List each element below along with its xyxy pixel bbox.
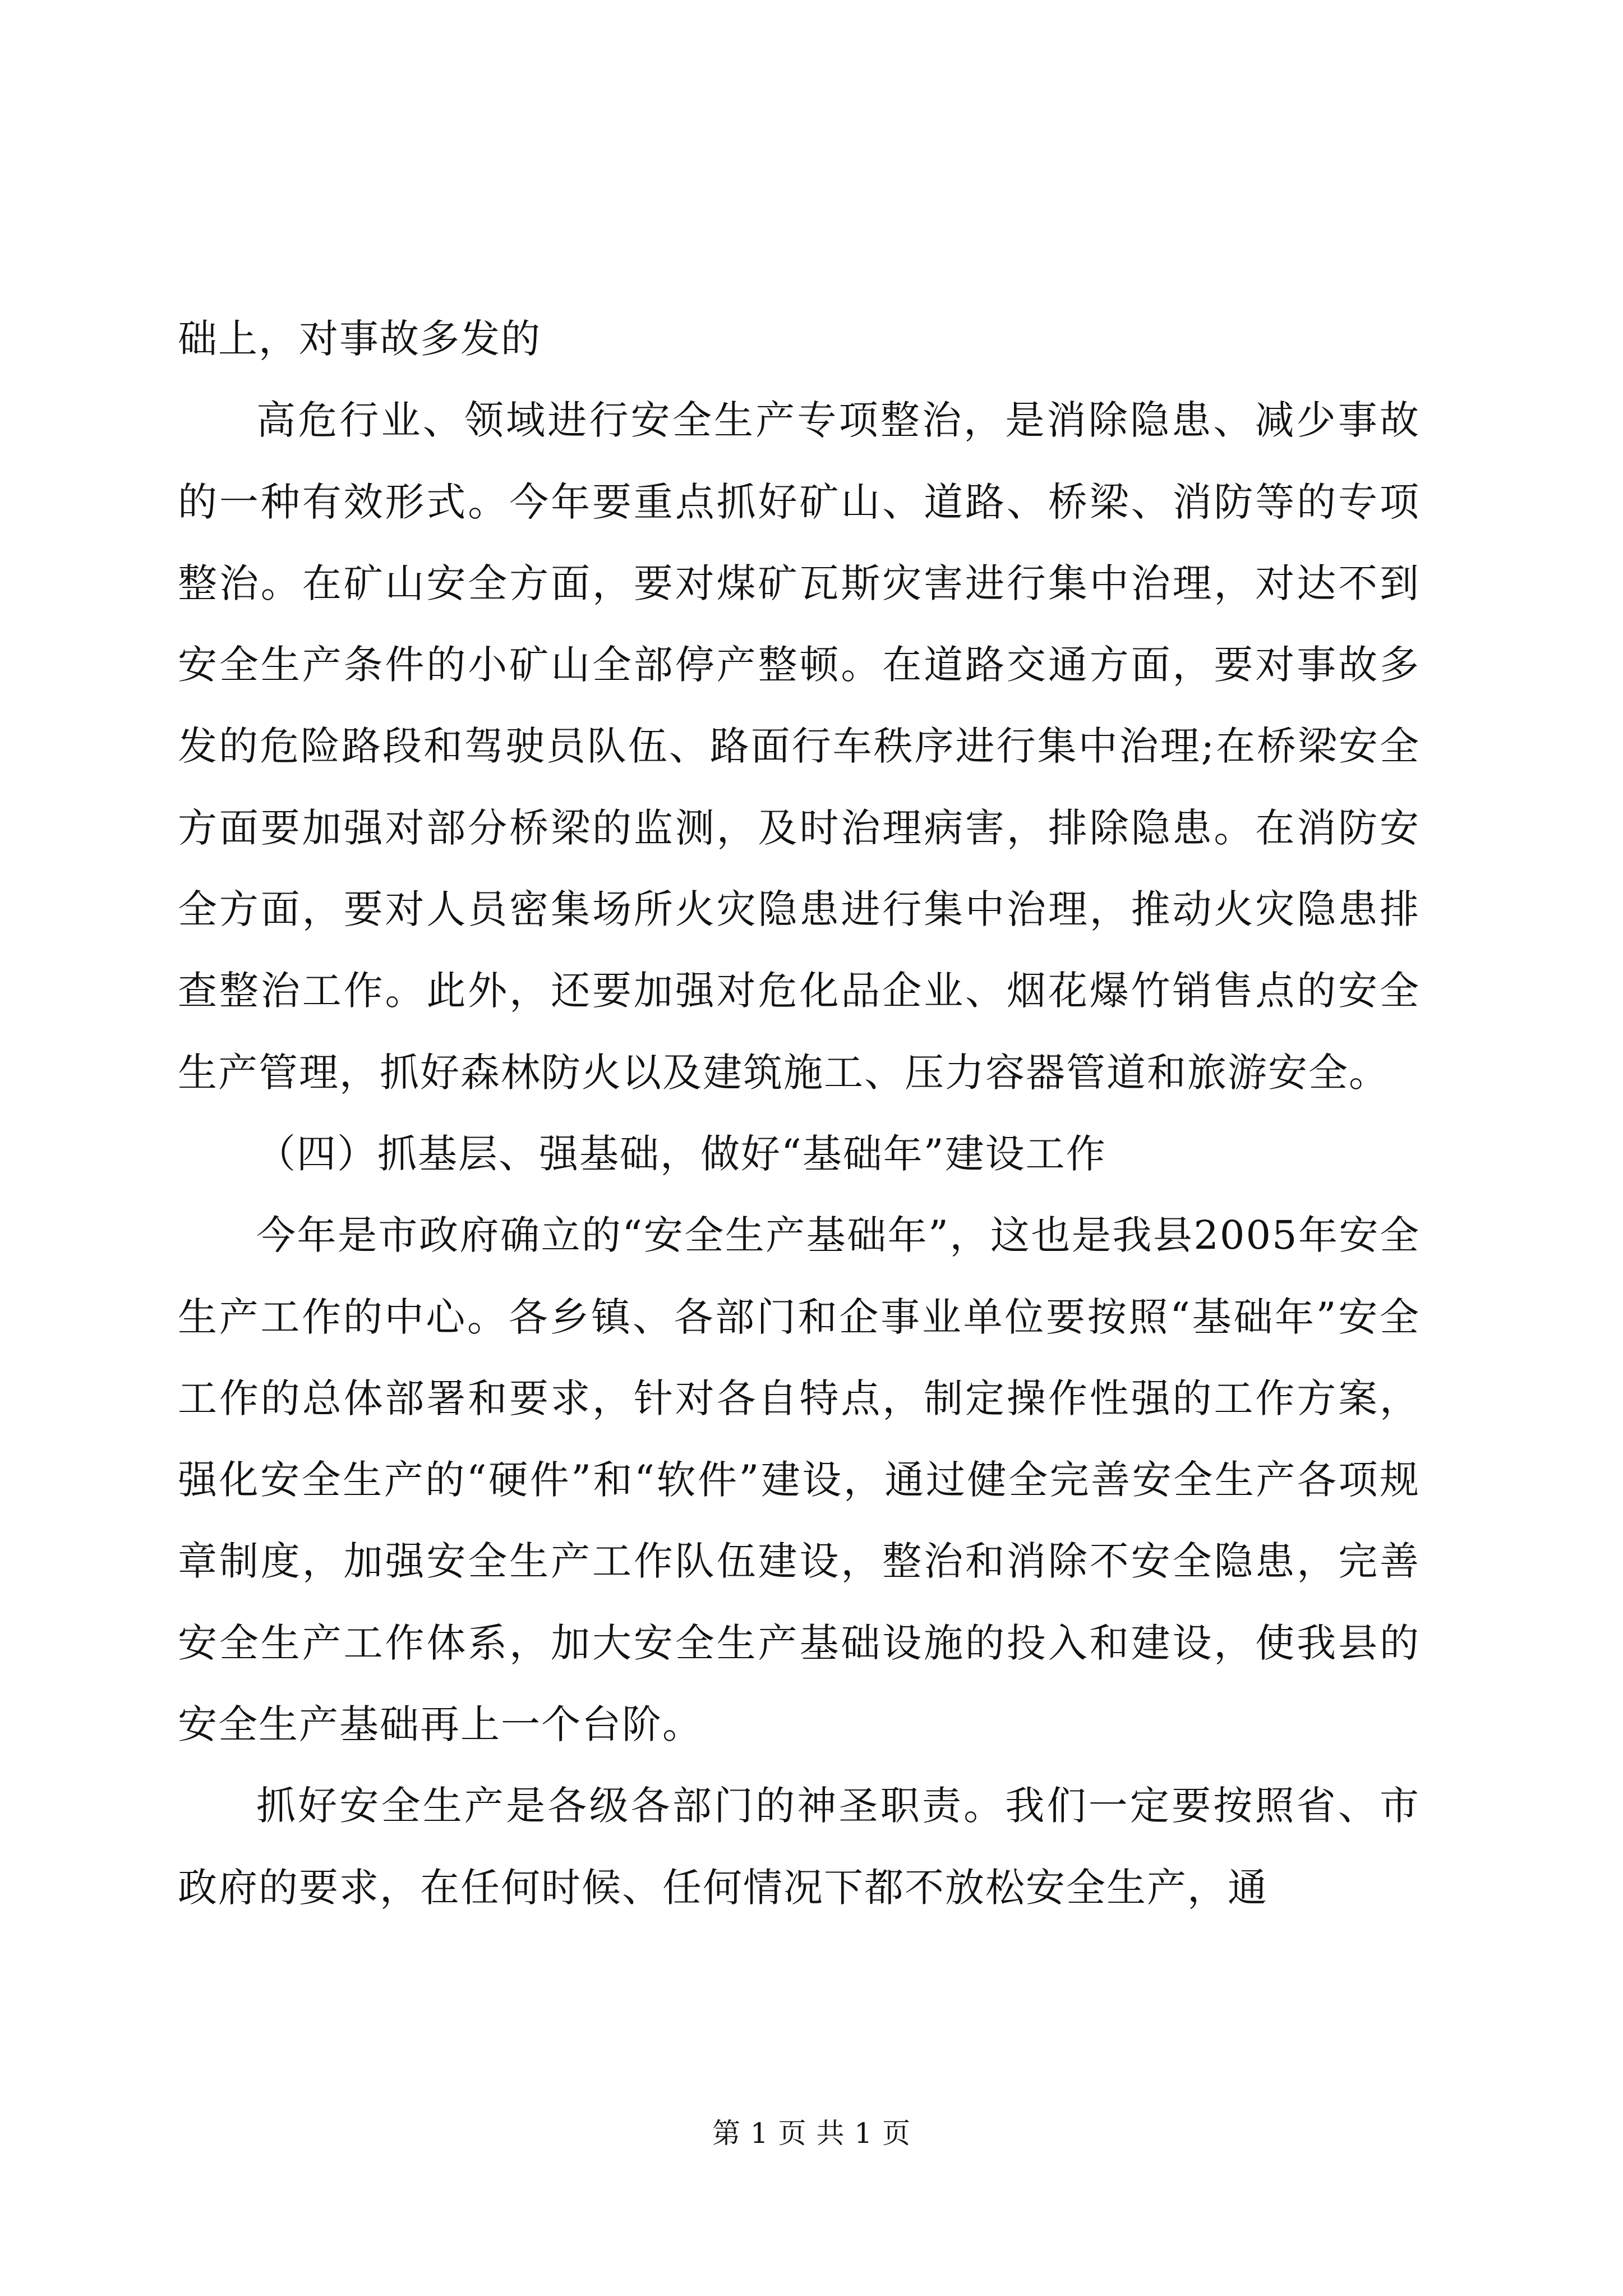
- paragraph-foundation-year: 今年是市政府确立的“安全生产基础年”，这也是我县2005年安全生产工作的中心。各乡镇、各部门和企事业单位要按照“基础年”安全工作的总体部署和要求，针对各自特点，制定操作性强的工作方案，强化安全生产的“硬件”和“软件”建设，通过健全完善安全生产各项规章制度，加强安全生产工作队伍建设，整治和消除不安全隐患，完善安全生产工作体系，加大安全生产基础设施的投入和建设，使我县的安全生产基础再上一个台阶。: [178, 1212, 1420, 1748]
- document-body: [178, 298, 1420, 1929]
- paragraph-continuation: 础上，对事故多发的: [178, 316, 541, 362]
- paragraph-special-rectification: 高危行业、领域进行安全生产专项整治，是消除隐患、减少事故的一种有效形式。今年要重点抓好矿山、道路、桥梁、消防等的专项整治。在矿山安全方面，要对煤矿瓦斯灾害进行集中治理，对达不到安全生产条件的小矿山全部停产整顿。在道路交通方面，要对事故多发的危险路段和驾驶员队伍、路面行车秩序进行集中治理;在桥梁安全方面要加强对部分桥梁的监测，及时治理病害，排除隐患。在消防安全方面，要对人员密集场所火灾隐患进行集中治理，推动火灾隐患排查整治工作。此外，还要加强对危化品企业、烟花爆竹销售点的安全生产管理，抓好森林防火以及建筑施工、压力容器管道和旅游安全。: [178, 397, 1420, 1096]
- page-footer: 第 1 页 共 1 页: [712, 2117, 911, 2150]
- section-heading-four: （四）抓基层、强基础，做好“基础年”建设工作: [256, 1130, 1106, 1177]
- paragraph-closing: 抓好安全生产是各级各部门的神圣职责。我们一定要按照省、市政府的要求，在任何时候、任何情况下都不放松安全生产，通: [178, 1783, 1420, 1911]
